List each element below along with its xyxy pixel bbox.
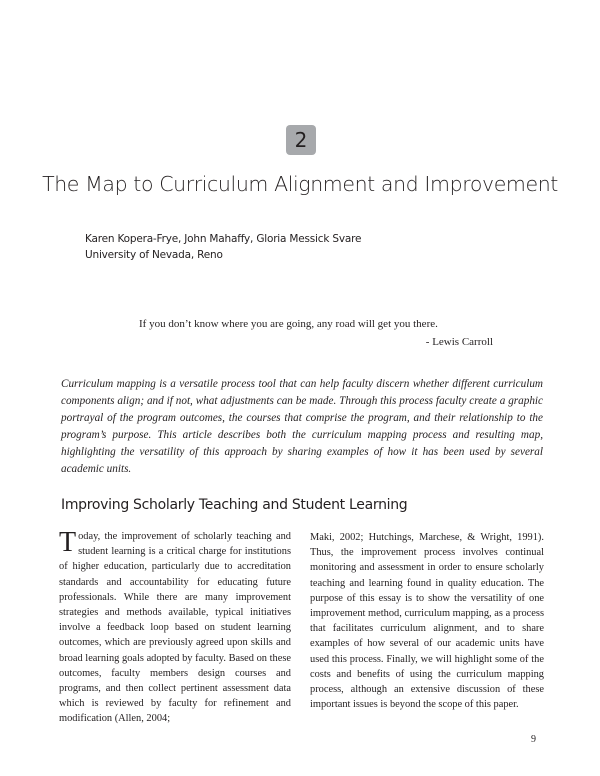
drop-cap: T [59,527,77,558]
chapter-title: The Map to Curriculum Alignment and Improvement [42,172,558,196]
chapter-number-badge: 2 [286,125,316,155]
author-affiliation: University of Nevada, Reno [85,249,223,261]
section-heading: Improving Scholarly Teaching and Student Learning [61,497,408,513]
page-number: 9 [531,734,536,745]
left-column-text: oday, the improvement of scholarly teaching and student learning is a critical charge for institutions of higher education, particularly due to accreditation standards and accountability for educating future professionals. While there are many improvement strategies and methods available, typical initiatives involve a feedback loop based on student learning outcomes, which are previously agreed upon skills and broad learning goals adopted by faculty. Based on these outcomes, faculty members design courses and programs, and then collect pertinent assessment data which is reviewed by faculty for refinement and modification (Allen, 2004; [59,531,291,725]
body-column-right: Maki, 2002; Hutchings, Marchese, & Wright, 1991). Thus, the improvement process involves continual monitoring and assessment in order to ensure scholarly teaching and learning found in quality education. The purpose of this essay is to show the versatility of one improvement method, curriculum mapping, as a process that facilitates curriculum alignment, and to share examples of how several of our academic units have used this process. Finally, we will highlight some of the costs and benefits of using the curriculum mapping process, although an extensive discussion of these important issues is beyond the scope of this paper. [310,532,544,711]
author-names: Karen Kopera-Frye, John Mahaffy, Gloria Messick Svare [85,233,362,245]
body-column-left [59,529,291,727]
author-block [85,231,361,263]
epigraph-attribution: - Lewis Carroll [425,336,493,348]
abstract: Curriculum mapping is a versatile process tool that can help faculty discern whether different curriculum components align; and if not, what adjustments can be made. Through this process faculty create a graphic portrayal of the program outcomes, the courses that comprise the program, and their relationship to the program’s purpose. This article describes both the curriculum mapping process and resulting map, highlighting the versatility of this approach by sharing examples of how it has been used by several academic units. [61,378,543,475]
epigraph-quote: If you don’t know where you are going, any road will get you there. [139,318,438,330]
